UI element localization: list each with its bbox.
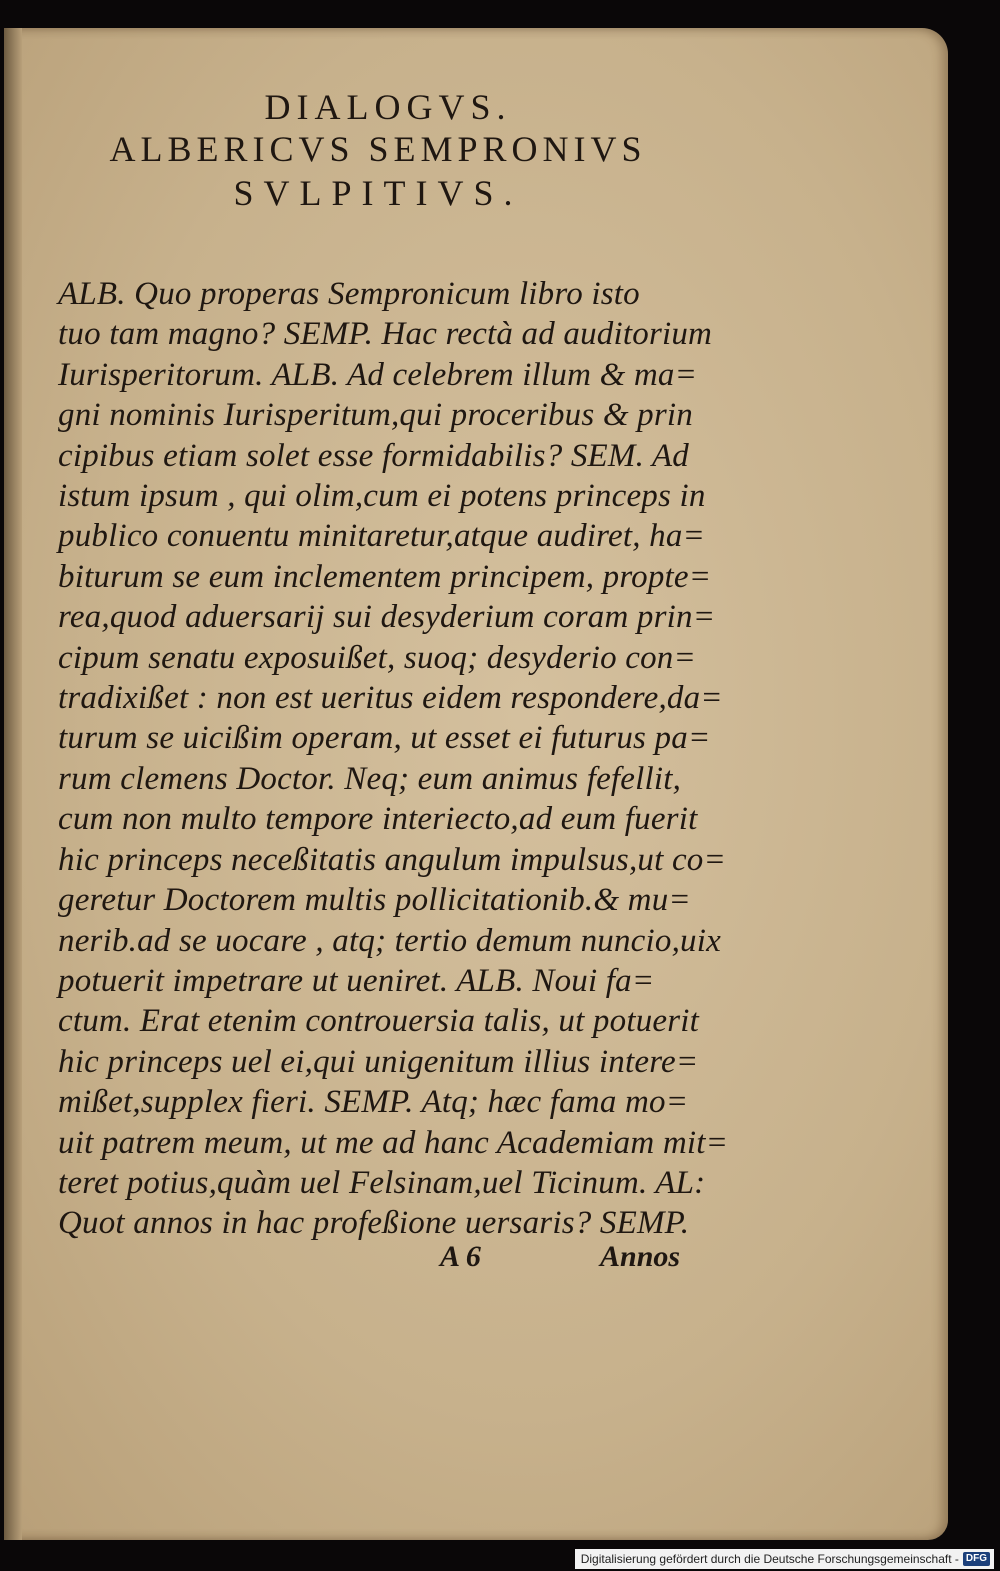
dfg-logo: DFG [963,1552,990,1566]
text-line: hic princeps uel ei,qui unigenitum illius intere= [58,1043,699,1080]
page-text-block [58,86,729,1244]
speakers-line-1: ALBERICVS SEMPRONIVS [109,129,647,169]
text-line: biturum se eum inclementem principem, propte= [58,558,712,595]
page-gutter [4,28,22,1540]
signature-mark: A 6 [440,1240,481,1273]
speakers-line-2: SVLPITIVS. [233,173,523,213]
text-line: gni nominis Iurisperitum,qui proceribus & prin [58,397,693,434]
text-line: ALB. Quo properas Sempronicum libro isto [58,276,640,312]
text-line: Iurisperitorum. ALB. Ad celebrem illum & ma= [58,356,698,393]
text-line: rea,quod aduersarij sui desyderium coram prin= [58,599,716,636]
text-line: geretur Doctorem multis pollicitationib.& mu= [58,882,691,919]
dialog-title: DIALOGVS. [264,87,512,127]
text-line: potuerit impetrare ut ueniret. ALB. Noui fa= [58,962,655,999]
text-line: cipibus etiam solet esse formidabilis? SEM. Ad [58,437,689,474]
text-line: teret potius,quàm uel Felsinam,uel Ticinum. AL: [58,1164,706,1201]
text-line: hic princeps neceßitatis angulum impulsus,ut co= [58,841,726,878]
text-line: tuo tam magno? SEMP. Hac rectà ad auditorium [58,316,713,353]
text-line: tradixißet : non est ueritus eidem respondere,da= [58,680,723,717]
text-line: cipum senatu exposuißet, suoq; desyderio con= [58,639,696,676]
credit-text: Digitalisierung gefördert durch die Deutsche Forschungsgemeinschaft - [580,1552,959,1566]
text-line: cum non multo tempore interiecto,ad eum fuerit [58,801,698,838]
text-line: Quot annos in hac profeßione uersaris? SEMP. [58,1205,690,1242]
text-line: istum ipsum , qui olim,cum ei potens princeps in [58,478,706,515]
text-line: publico conuentu minitaretur,atque audiret, ha= [58,518,705,555]
text-line: ctum. Erat etenim controuersia talis, ut potuerit [58,1003,700,1040]
text-line: uit patrem meum, ut me ad hanc Academiam mit= [58,1124,729,1161]
text-line: nerib.ad se uocare , atq; tertio demum nuncio,uix [58,922,721,959]
text-line: mißet,supplex fieri. SEMP. Atq; hæc fama mo= [58,1084,689,1121]
dialog-body [58,274,729,1244]
catchword: Annos [600,1240,681,1273]
digitization-credit [575,1549,994,1569]
text-line: turum se uicißim operam, ut esset ei futurus pa= [58,720,711,757]
text-line: rum clemens Doctor. Neq; eum animus fefellit, [58,760,682,797]
